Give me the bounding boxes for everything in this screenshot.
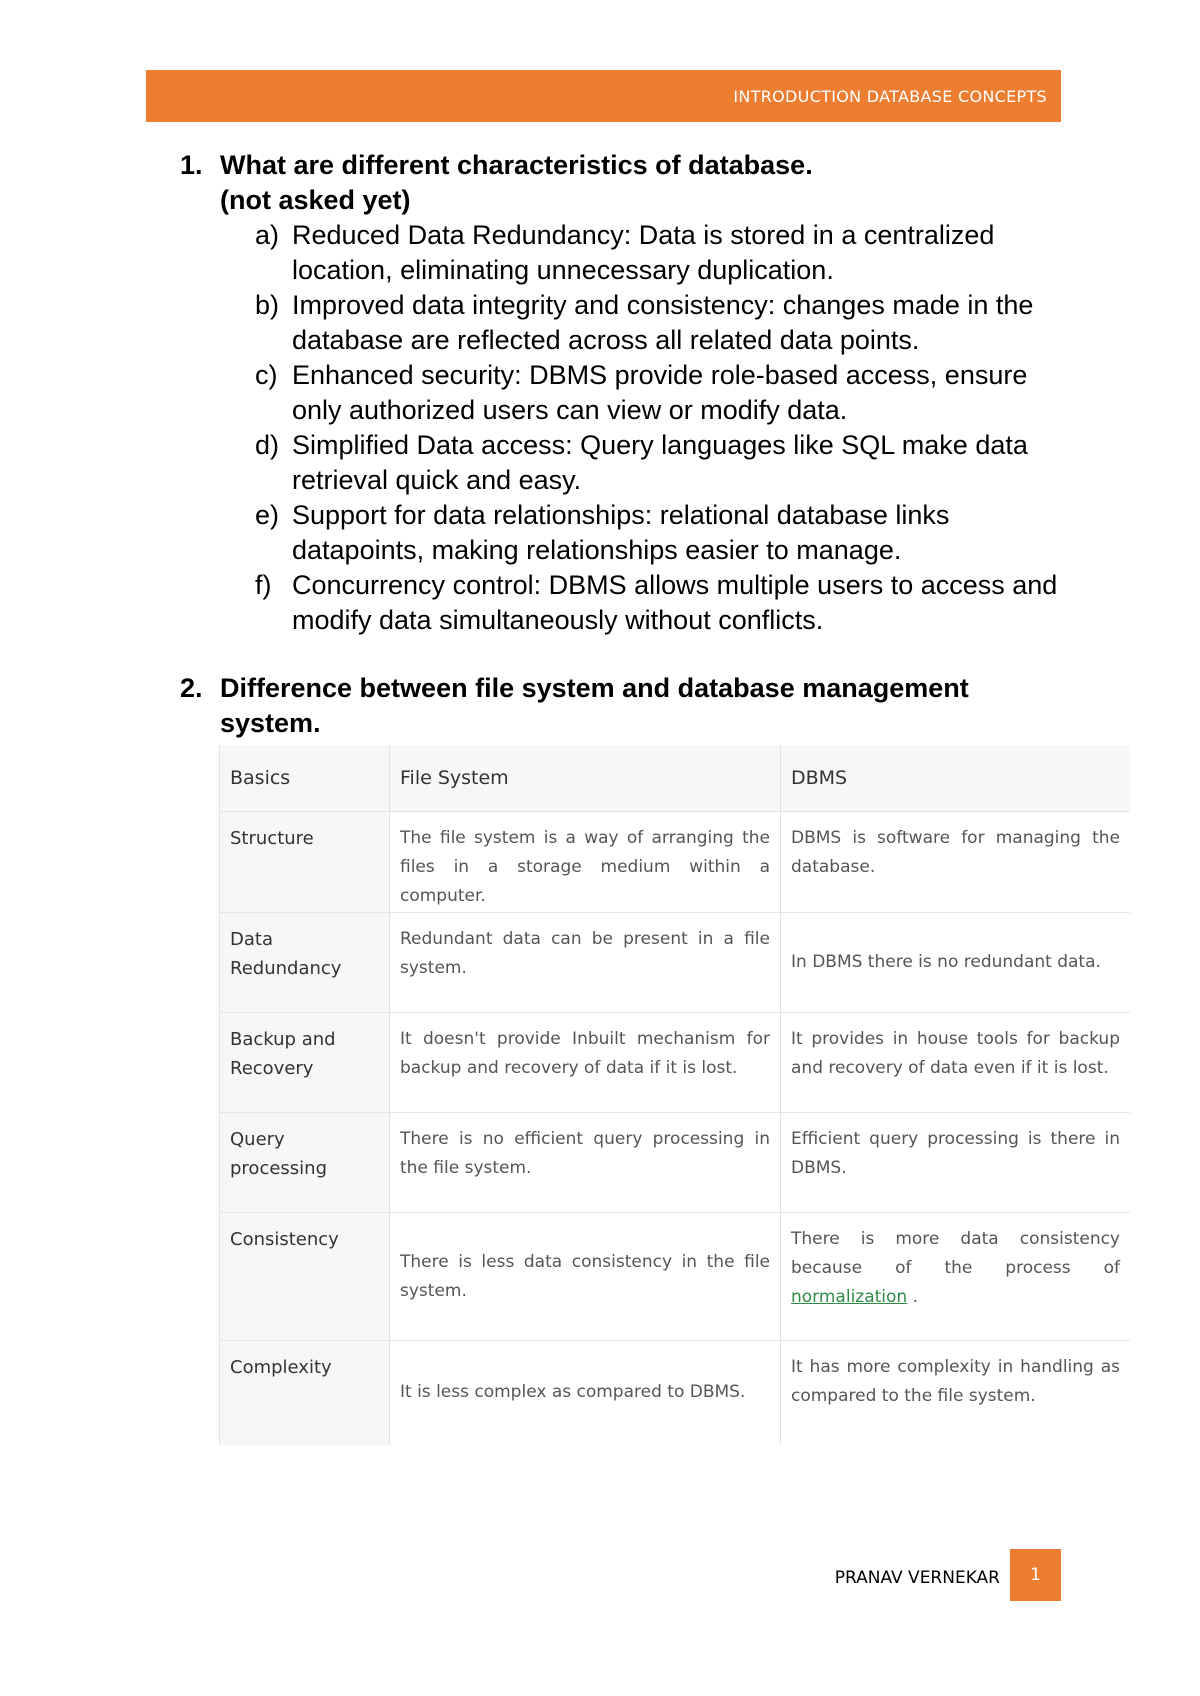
question-subtitle: (not asked yet): [220, 185, 411, 215]
list-item-letter: b): [255, 290, 280, 320]
cell-file-system: Redundant data can be present in a file system.: [390, 913, 781, 1013]
cell-dbms: [781, 1213, 1131, 1341]
column-header-basics: Basics: [220, 745, 390, 812]
cell-file-system: It doesn't provide Inbuilt mechanism for backup and recovery of data if it is lost.: [390, 1013, 781, 1113]
table-header-row: [220, 745, 1131, 812]
cell-file-system: There is less data consistency in the file system.: [390, 1213, 781, 1341]
list-item: [255, 288, 1060, 358]
question-title: What are different characteristics of database.: [220, 150, 813, 180]
question-1: [180, 148, 1060, 218]
list-item-letter: e): [255, 500, 280, 530]
page-number: 1: [1010, 1549, 1061, 1601]
cell-basic: Backup and Recovery: [220, 1013, 390, 1113]
list-item-letter: a): [255, 220, 280, 250]
list-item: [255, 358, 1060, 428]
table-row: [220, 812, 1131, 913]
cell-basic: Structure: [220, 812, 390, 913]
normalization-link[interactable]: normalization: [791, 1287, 908, 1307]
list-item-text: Support for data relationships: relational database links datapoints, making relationships easier to manage.: [292, 500, 950, 565]
list-item-text: Simplified Data access: Query languages like SQL make data retrieval quick and easy.: [292, 430, 1028, 495]
cell-basic: Consistency: [220, 1213, 390, 1341]
table-row: [220, 1113, 1131, 1213]
question-number: 1.: [180, 150, 203, 180]
cell-dbms: DBMS is software for managing the database.: [781, 812, 1131, 913]
list-item: [255, 498, 1060, 568]
cell-file-system: It is less complex as compared to DBMS.: [390, 1341, 781, 1445]
cell-dbms: It has more complexity in handling as compared to the file system.: [781, 1341, 1131, 1445]
list-item: [255, 568, 1060, 638]
characteristics-list: [255, 218, 1060, 638]
cell-dbms-suffix: .: [907, 1287, 919, 1307]
header-title: INTRODUCTION DATABASE CONCEPTS: [733, 87, 1047, 106]
column-header-file-system: File System: [390, 745, 781, 812]
list-item-text: Enhanced security: DBMS provide role-based access, ensure only authorized users can view or modify data.: [292, 360, 1028, 425]
cell-dbms: In DBMS there is no redundant data.: [781, 913, 1131, 1013]
list-item-letter: f): [255, 570, 272, 600]
cell-dbms: Efficient query processing is there in DBMS.: [781, 1113, 1131, 1213]
list-item-text: Reduced Data Redundancy: Data is stored in a centralized location, eliminating unnecessary duplication.: [292, 220, 995, 285]
cell-dbms: It provides in house tools for backup and recovery of data even if it is lost.: [781, 1013, 1131, 1113]
cell-dbms-text: There is more data consistency because of the process of: [791, 1229, 1120, 1278]
question-title: Difference between file system and database management system.: [220, 673, 969, 738]
comparison-table: [219, 745, 1130, 1445]
page-header-bar: [146, 70, 1061, 122]
cell-file-system: There is no efficient query processing in the file system.: [390, 1113, 781, 1213]
cell-basic: Query processing: [220, 1113, 390, 1213]
column-header-dbms: DBMS: [781, 745, 1131, 812]
cell-basic: Data Redundancy: [220, 913, 390, 1013]
table-row: [220, 1013, 1131, 1113]
cell-basic: Complexity: [220, 1341, 390, 1445]
list-item: [255, 218, 1060, 288]
list-item-text: Improved data integrity and consistency: changes made in the database are reflected across all related data points.: [292, 290, 1034, 355]
footer-author: PRANAV VERNEKAR: [834, 1568, 1000, 1588]
question-number: 2.: [180, 673, 203, 703]
document-content: [180, 148, 1060, 741]
list-item: [255, 428, 1060, 498]
list-item-letter: d): [255, 430, 280, 460]
list-item-letter: c): [255, 360, 278, 390]
question-2: [180, 671, 1060, 741]
list-item-text: Concurrency control: DBMS allows multiple users to access and modify data simultaneously without conflicts.: [292, 570, 1058, 635]
table-row: [220, 1213, 1131, 1341]
cell-file-system: The file system is a way of arranging the files in a storage medium within a computer.: [390, 812, 781, 913]
table-row: [220, 913, 1131, 1013]
table-row: [220, 1341, 1131, 1445]
